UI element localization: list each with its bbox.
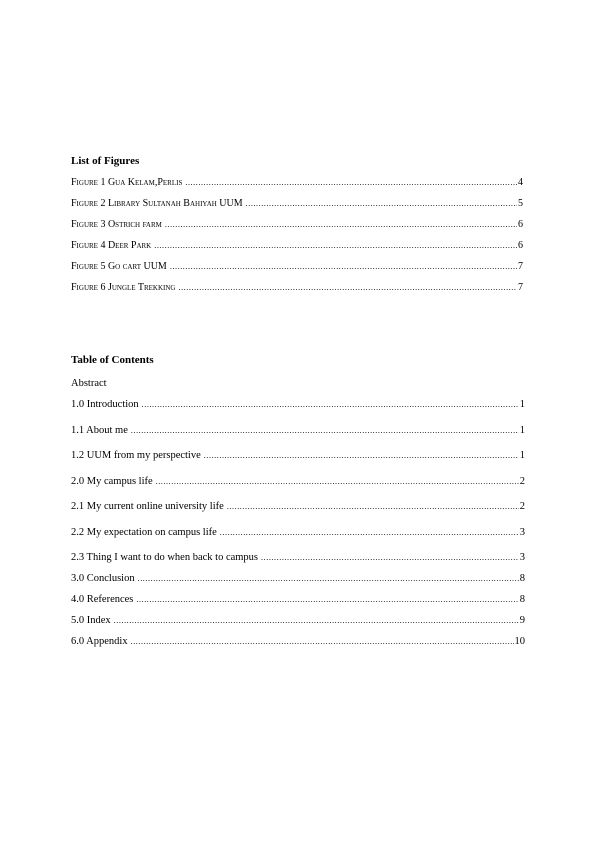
dot-leader	[220, 526, 519, 539]
toc-entry[interactable]	[71, 572, 525, 585]
toc-entry[interactable]	[71, 526, 525, 539]
dot-leader	[142, 398, 519, 411]
figure-entry[interactable]	[71, 218, 523, 231]
toc-page-number: 1	[519, 450, 525, 461]
toc-label: 1.0 Introduction	[71, 399, 139, 410]
dot-leader	[136, 593, 518, 606]
toc-page-number: 1	[519, 399, 525, 410]
toc-entry[interactable]	[71, 593, 525, 606]
toc-label: 1.1 About me	[71, 425, 128, 436]
toc-page-number: 1	[519, 425, 525, 436]
figure-page-number: 4	[518, 177, 523, 188]
figure-page-number: 6	[518, 219, 523, 230]
toc-entry[interactable]	[71, 635, 525, 648]
dot-leader	[131, 424, 519, 437]
dot-leader	[170, 260, 517, 273]
figure-label: Figure 4 Deer Park	[71, 240, 152, 251]
toc-entry[interactable]	[71, 614, 525, 627]
figure-entry[interactable]	[71, 260, 523, 273]
toc-label: 1.2 UUM from my perspective	[71, 450, 201, 461]
toc-label: 2.2 My expectation on campus life	[71, 527, 217, 538]
dot-leader	[131, 635, 514, 648]
figure-page-number: 7	[518, 261, 523, 272]
dot-leader	[154, 239, 517, 252]
toc-entry[interactable]	[71, 551, 525, 564]
toc-page-number: 8	[519, 594, 525, 605]
list-of-figures-heading: List of Figures	[71, 155, 140, 167]
toc-page-number: 3	[519, 552, 525, 563]
abstract-entry[interactable]: Abstract	[71, 378, 107, 389]
toc-page-number: 9	[519, 615, 525, 626]
toc-page-number: 10	[514, 636, 525, 647]
dot-leader	[138, 572, 519, 585]
figure-label: Figure 3 Ostrich farm	[71, 219, 162, 230]
dot-leader	[165, 218, 517, 231]
toc-entry[interactable]	[71, 398, 525, 411]
toc-label: 4.0 References	[71, 594, 134, 605]
toc-entry[interactable]	[71, 449, 525, 462]
figure-entry[interactable]	[71, 281, 523, 294]
toc-label: 2.3 Thing I want to do when back to campus	[71, 552, 259, 563]
figure-entry[interactable]	[71, 197, 523, 210]
toc-page-number: 3	[519, 527, 525, 538]
dot-leader	[185, 176, 517, 189]
toc-page-number: 2	[519, 501, 525, 512]
toc-label: 3.0 Conclusion	[71, 573, 135, 584]
dot-leader	[246, 197, 517, 210]
figure-label: Figure 6 Jungle Trekking	[71, 282, 176, 293]
figure-page-number: 6	[518, 240, 523, 251]
figure-label: Figure 1 Gua Kelam,Perlis	[71, 177, 183, 188]
figure-page-number: 5	[518, 198, 523, 209]
figure-page-number: 7	[518, 282, 523, 293]
figure-entry[interactable]	[71, 239, 523, 252]
toc-label: 2.1 My current online university life	[71, 501, 224, 512]
table-of-contents-heading: Table of Contents	[71, 354, 154, 366]
toc-label: 2.0 My campus life	[71, 476, 153, 487]
toc-label: 6.0 Appendix	[71, 636, 128, 647]
dot-leader	[261, 551, 519, 564]
dot-leader	[178, 281, 517, 294]
toc-entry[interactable]	[71, 475, 525, 488]
dot-leader	[156, 475, 519, 488]
figure-label: Figure 5 Go cart UUM	[71, 261, 167, 272]
figure-label: Figure 2 Library Sultanah Bahiyah UUM	[71, 198, 243, 209]
toc-page-number: 8	[519, 573, 525, 584]
dot-leader	[204, 449, 519, 462]
toc-label: 5.0 Index	[71, 615, 111, 626]
dot-leader	[114, 614, 519, 627]
figure-entry[interactable]	[71, 176, 523, 189]
dot-leader	[227, 500, 519, 513]
toc-page-number: 2	[519, 476, 525, 487]
toc-entry[interactable]	[71, 500, 525, 513]
toc-entry[interactable]	[71, 424, 525, 437]
